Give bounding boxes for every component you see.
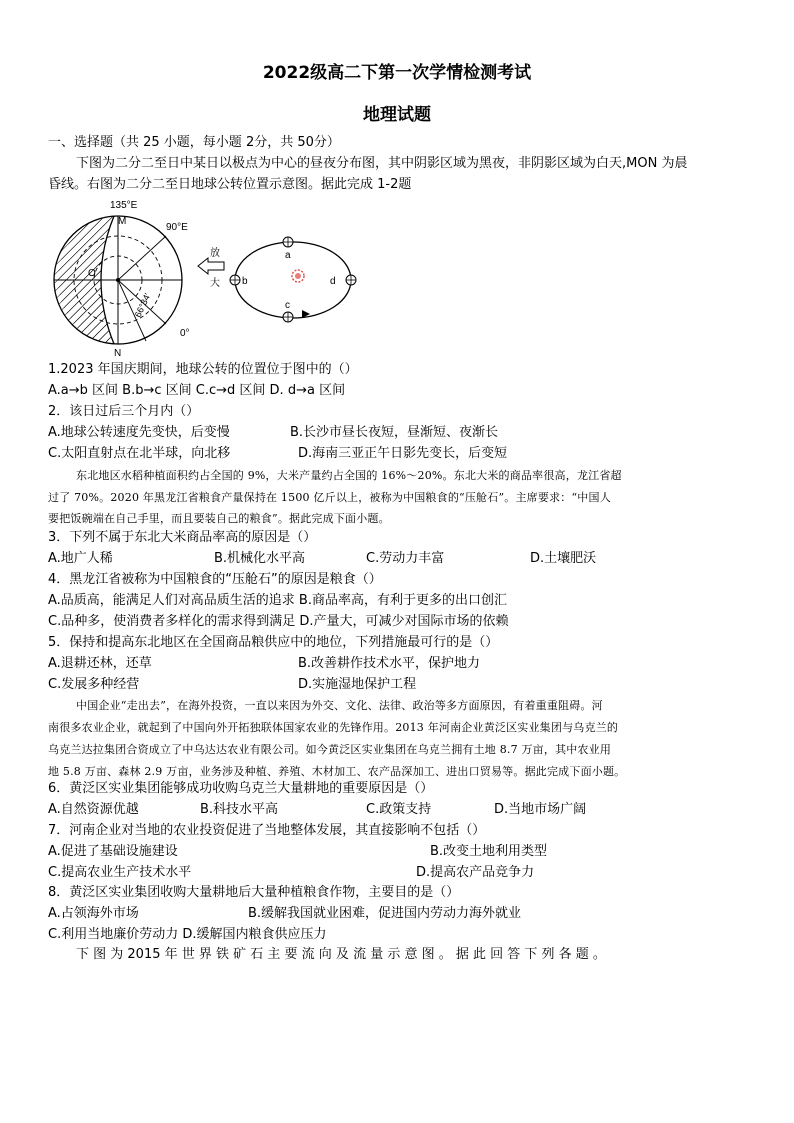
intro1-line1: 下图为二分二至日中某日以极点为中心的昼夜分布图，其中阴影区域为黑夜，非阴影区域为白天,MON 为晨 bbox=[76, 156, 688, 171]
label-fang: 放 bbox=[210, 248, 220, 259]
passage1-line3: 要把饭碗端在自己手里，而且要装自己的粮食”。据此完成下面小题。 bbox=[48, 512, 390, 525]
label-90e: 90°E bbox=[166, 222, 188, 233]
q6-stem: 6．黄泛区实业集团能够成功收购乌克兰大量耕地的重要原因是（） bbox=[48, 781, 434, 796]
figure-day-night-orbit bbox=[48, 196, 358, 356]
intro1-line2: 昏线。右图为二分二至日地球公转位置示意图。据此完成 1-2题 bbox=[48, 177, 412, 192]
q7-option-c: C.提高农业生产技术水平 bbox=[48, 865, 192, 880]
q2-option-d: D.海南三亚正午日影先变长，后变短 bbox=[298, 446, 508, 461]
q4-options-cd: C.品种多，使消费者多样化的需求得到满足 D.产量大，可减少对国际市场的依赖 bbox=[48, 614, 509, 629]
q8-option-a: A.占领海外市场 bbox=[48, 906, 139, 921]
earth-d bbox=[346, 275, 356, 285]
passage2-line2: 南很多农业企业，就起到了中国向外开拓独联体国家农业的先锋作用。2013 年河南企业黄泛区实业集团与乌克兰的 bbox=[48, 721, 619, 734]
passage2-line4: 地 5.8 万亩、森林 2.9 万亩，业务涉及种植、养殖、木材加工、农产品深加工、进出口贸易等。据此完成下面小题。 bbox=[48, 765, 626, 778]
q3-option-d: D.土壤肥沃 bbox=[530, 551, 597, 566]
q7-stem: 7．河南企业对当地的农业投资促进了当地整体发展，其直接影响不包括（） bbox=[48, 823, 486, 838]
q2-option-b: B.长沙市昼长夜短，昼渐短、夜渐长 bbox=[290, 425, 499, 440]
passage3-line1: 下 图 为 2015 年 世 界 铁 矿 石 主 要 流 向 及 流 量 示 意 图 。 据 此 回 答 下 列 各 题 。 bbox=[76, 947, 606, 962]
q6-option-a: A.自然资源优越 bbox=[48, 802, 139, 817]
earth-b bbox=[230, 275, 240, 285]
q7-option-d: D.提高农产品竞争力 bbox=[416, 865, 535, 880]
pole-dot bbox=[116, 278, 120, 282]
earth-a bbox=[283, 237, 293, 247]
sun-core bbox=[295, 273, 301, 279]
q5-option-b: B.改善耕作技术水平，保护地力 bbox=[298, 656, 481, 671]
passage2-line3: 乌克兰达拉集团合资成立了中乌达达农业有限公司。如今黄泛区实业集团在乌克兰拥有土地 8.7 万亩，其中农业用 bbox=[48, 743, 612, 756]
q8-stem: 8．黄泛区实业集团收购大量耕地后大量种植粮食作物，主要目的是（） bbox=[48, 885, 460, 900]
q6-option-b: B.科技水平高 bbox=[200, 802, 279, 817]
q2-option-c: C.太阳直射点在北半球，向北移 bbox=[48, 446, 231, 461]
q4-options-ab: A.品质高，能满足人们对高品质生活的追求 B.商品率高，有利于更多的出口创汇 bbox=[48, 593, 507, 608]
section-heading: 一、选择题（共 25 小题，每小题 2分，共 50分） bbox=[48, 135, 340, 150]
passage1-line1: 东北地区水稻种植面积约占全国的 9%，大米产量约占全国的 16%～20%。东北大米的商品率很高，龙江省超 bbox=[76, 469, 622, 482]
label-m: M bbox=[118, 216, 127, 227]
q3-option-b: B.机械化水平高 bbox=[214, 551, 306, 566]
label-n: N bbox=[114, 348, 122, 356]
passage1-line2: 过了 70%。2020 年黑龙江省粮食产量保持在 1500 亿斤以上，被称为中国粮食的“压舱石”。主席要求：“中国人 bbox=[48, 491, 611, 504]
label-b: b bbox=[242, 276, 248, 287]
q5-stem: 5．保持和提高东北地区在全国商品粮供应中的地位，下列措施最可行的是（） bbox=[48, 635, 499, 650]
q6-option-c: C.政策支持 bbox=[366, 802, 432, 817]
magnify-arrow bbox=[198, 258, 224, 274]
q1-options: A.a→b 区间 B.b→c 区间 C.c→d 区间 D. d→a 区间 bbox=[48, 383, 346, 398]
q7-option-a: A.促进了基础设施建设 bbox=[48, 844, 178, 859]
label-o: O bbox=[88, 268, 96, 279]
q7-option-b: B.改变土地利用类型 bbox=[430, 844, 548, 859]
q2-stem: 2．该日过后三个月内（） bbox=[48, 404, 200, 419]
label-0: 0° bbox=[180, 328, 190, 339]
q3-stem: 3．下列不属于东北大米商品率高的原因是（） bbox=[48, 530, 317, 545]
label-d: d bbox=[330, 276, 336, 287]
q2-option-a: A.地球公转速度先变快，后变慢 bbox=[48, 425, 230, 440]
exam-title: 2022级高二下第一次学情检测考试 bbox=[262, 63, 532, 83]
q4-stem: 4．黑龙江省被称为中国粮食的“压舱石”的原因是粮食（） bbox=[48, 572, 382, 587]
q5-option-a: A.退耕还林，还草 bbox=[48, 656, 152, 671]
label-da: 大 bbox=[210, 278, 220, 289]
passage2-line1: 中国企业“走出去”，在海外投资，一直以来因为外交、文化、法律、政治等多方面原因，有着重重阻碍。河 bbox=[76, 699, 603, 712]
q8-options-cd: C.利用当地廉价劳动力 D.缓解国内粮食供应压力 bbox=[48, 927, 327, 942]
q3-option-c: C.劳动力丰富 bbox=[366, 551, 445, 566]
q3-option-a: A.地广人稀 bbox=[48, 551, 113, 566]
figure-svg bbox=[48, 196, 358, 356]
label-135e: 135°E bbox=[110, 200, 138, 211]
q5-option-c: C.发展多种经营 bbox=[48, 677, 140, 692]
q6-option-d: D.当地市场广阔 bbox=[494, 802, 587, 817]
label-a: a bbox=[285, 250, 291, 261]
label-c: c bbox=[285, 300, 290, 311]
q1-stem: 1.2023 年国庆期间，地球公转的位置位于图中的（） bbox=[48, 362, 358, 377]
earth-c bbox=[283, 312, 293, 322]
q8-option-b: B.缓解我国就业困难，促进国内劳动力海外就业 bbox=[248, 906, 522, 921]
q5-option-d: D.实施湿地保护工程 bbox=[298, 677, 417, 692]
label-latitude: 66°34′ bbox=[132, 291, 153, 319]
exam-subtitle: 地理试题 bbox=[363, 105, 431, 125]
